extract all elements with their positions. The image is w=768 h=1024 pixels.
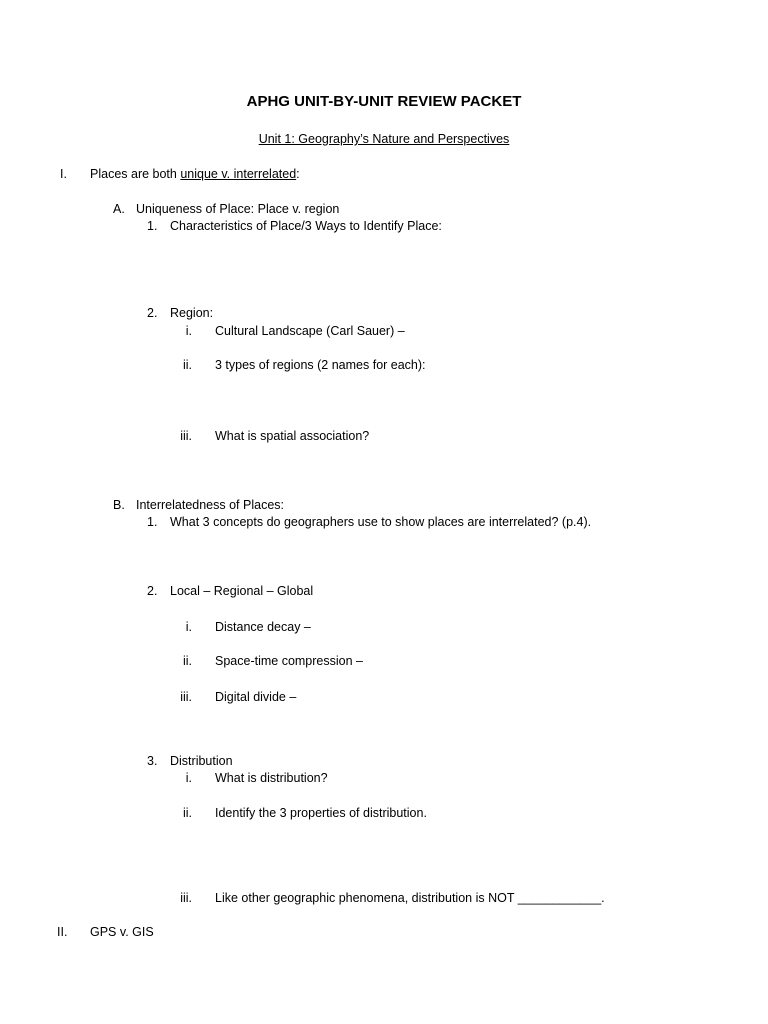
subsection-a-heading: Uniqueness of Place: Place v. region (136, 202, 340, 216)
b3-i-text: What is distribution? (215, 771, 328, 785)
b-item-2-text: Local – Regional – Global (170, 584, 314, 598)
a2-ii-marker: ii. (182, 358, 192, 372)
a-item-2-text: Region: (170, 306, 214, 320)
b2-i-text: Distance decay – (215, 620, 311, 634)
section-ii-heading: GPS v. GIS (90, 925, 154, 939)
b3-ii-marker: ii. (182, 806, 192, 820)
b2-iii-text: Digital divide – (215, 690, 297, 704)
unit-subtitle (0, 131, 768, 147)
section-i-prefix: Places are both (90, 167, 181, 181)
b3-ii-text: Identify the 3 properties of distribution. (215, 806, 427, 820)
a2-iii-marker: iii. (180, 429, 192, 443)
a2-i-text: Cultural Landscape (Carl Sauer) – (215, 324, 405, 338)
b-item-1-text: What 3 concepts do geographers use to show places are interrelated? (p.4). (170, 515, 592, 529)
b2-ii-text: Space-time compression – (215, 654, 363, 668)
subsection-b-marker: B. (113, 498, 125, 512)
section-i-marker: I. (60, 167, 67, 181)
a-item-1-marker: 1. (147, 219, 158, 233)
document-title: APHG UNIT-BY-UNIT REVIEW PACKET (246, 93, 522, 110)
b3-iii-text: Like other geographic phenomena, distribution is NOT ____________. (215, 891, 605, 905)
b2-i-marker: i. (185, 620, 192, 634)
section-i-heading (90, 166, 300, 182)
unit-subtitle-text: Unit 1: Geography’s Nature and Perspectives (258, 132, 510, 146)
b-item-2-marker: 2. (147, 584, 158, 598)
a2-i-marker: i. (185, 324, 192, 338)
section-ii-marker: II. (57, 925, 68, 939)
b2-iii-marker: iii. (180, 690, 192, 704)
a-item-1-text: Characteristics of Place/3 Ways to Identify Place: (170, 219, 442, 233)
a-item-2-marker: 2. (147, 306, 158, 320)
subsection-b-heading: Interrelatedness of Places: (136, 498, 284, 512)
a2-iii-text: What is spatial association? (215, 429, 370, 443)
b3-i-marker: i. (185, 771, 192, 785)
b-item-1-marker: 1. (147, 515, 158, 529)
section-i-underlined: unique v. interrelated (180, 167, 297, 181)
a2-ii-text: 3 types of regions (2 names for each): (215, 358, 426, 372)
b-item-3-text: Distribution (170, 754, 233, 768)
b2-ii-marker: ii. (182, 654, 192, 668)
b3-iii-marker: iii. (180, 891, 192, 905)
b-item-3-marker: 3. (147, 754, 158, 768)
subsection-a-marker: A. (113, 202, 125, 216)
section-i-suffix: : (296, 167, 300, 181)
